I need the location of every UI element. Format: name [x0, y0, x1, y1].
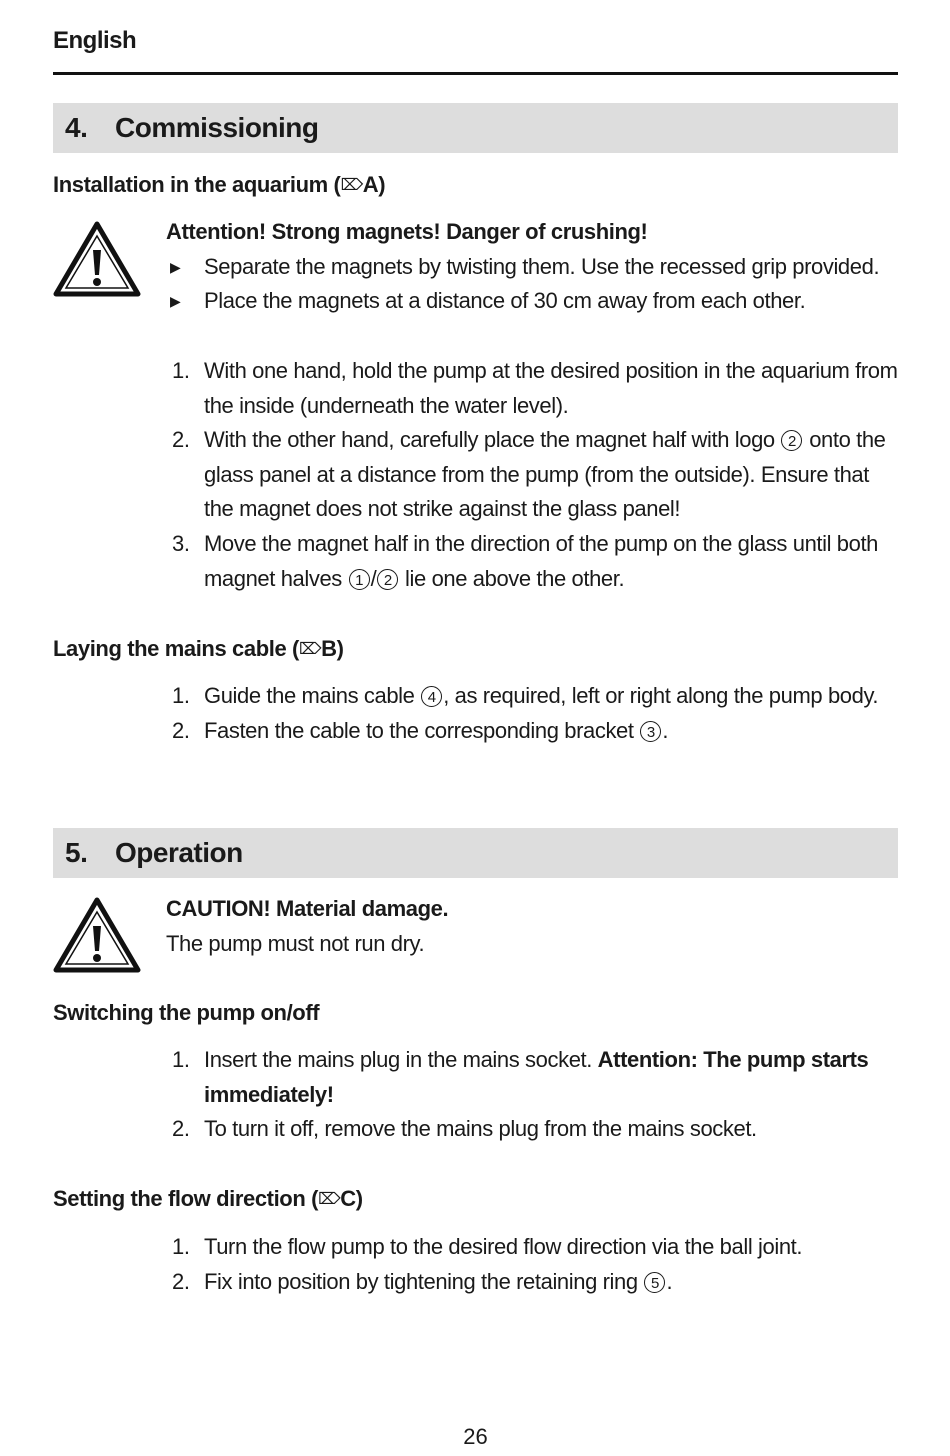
list-item — [166, 714, 901, 749]
step-text-part: , as required, left or right along the pump body. — [443, 683, 879, 708]
section-number: 4. — [65, 112, 88, 143]
step-text-part: Fix into position by tightening the retaining ring — [204, 1268, 644, 1294]
step-text — [204, 527, 901, 596]
step-number: 2. — [172, 1116, 190, 1142]
figure-letter: B — [321, 636, 337, 661]
heading-close: ) — [336, 636, 344, 661]
figure-ref-icon: ⌦ — [340, 177, 363, 194]
heading-close: ) — [355, 1186, 363, 1211]
switching-steps — [166, 1043, 901, 1147]
section-5-header — [53, 828, 898, 878]
callout-number: 2 — [377, 569, 398, 590]
page-number: 26 — [463, 1424, 488, 1449]
header-divider — [53, 72, 898, 75]
step-text: With one hand, hold the pump at the desired position in the aquarium from the inside (underneath the water level). — [204, 358, 898, 418]
step-text — [204, 1043, 901, 1112]
step-number: 1. — [172, 1047, 190, 1072]
step-text-part: Guide the mains cable — [204, 683, 421, 708]
callout-number: 2 — [781, 430, 802, 451]
warning-text: The pump must not run dry. — [166, 930, 425, 956]
magnet-warning — [166, 215, 901, 319]
material-damage-warning — [166, 892, 901, 961]
installation-heading — [53, 172, 385, 198]
flow-heading — [53, 1186, 363, 1212]
section-title: Commissioning — [115, 112, 319, 143]
heading-text: Setting the flow direction ( — [53, 1186, 319, 1211]
installation-steps — [166, 354, 901, 596]
manual-page — [53, 0, 898, 1456]
step-text-bold: Attention: The pump starts immediately! — [204, 1047, 869, 1107]
list-item — [166, 1112, 901, 1147]
step-text-part: . — [662, 717, 669, 743]
separator: / — [370, 565, 377, 591]
step-number: 3. — [172, 530, 190, 556]
switching-heading: Switching the pump on/off — [53, 1000, 320, 1025]
step-number: 1. — [172, 1234, 190, 1259]
callout-number: 1 — [349, 569, 370, 590]
bullet-arrow-icon: ▶ — [170, 258, 181, 275]
step-number: 2. — [172, 1268, 190, 1294]
step-number: 1. — [172, 358, 190, 383]
list-item — [166, 354, 901, 423]
warning-title: Attention! Strong magnets! Danger of crushing! — [166, 219, 648, 244]
list-item — [166, 1265, 901, 1300]
step-number: 2. — [172, 717, 190, 743]
step-text-part: . — [666, 1268, 673, 1294]
callout-number: 3 — [640, 721, 661, 742]
step-text — [204, 679, 901, 714]
figure-ref-icon: ⌦ — [318, 1191, 341, 1208]
step-text — [204, 714, 901, 749]
step-text — [204, 1265, 901, 1300]
list-item — [166, 679, 901, 714]
cable-steps — [166, 679, 901, 748]
step-text-part: With the other hand, carefully place the magnet half with logo — [204, 427, 781, 453]
step-text: To turn it off, remove the mains plug from the mains socket. — [204, 1116, 757, 1142]
step-text-part: Insert the mains plug in the mains socket. — [204, 1047, 598, 1072]
figure-letter: C — [340, 1186, 356, 1211]
warning-triangle-icon — [53, 896, 141, 974]
figure-letter: A — [362, 172, 379, 197]
section-4-header — [53, 103, 898, 153]
warning-bullet — [166, 284, 901, 319]
flow-steps — [166, 1230, 901, 1299]
step-number: 2. — [172, 427, 190, 453]
warning-title: CAUTION! Material damage. — [166, 896, 449, 921]
figure-ref-icon: ⌦ — [298, 641, 322, 658]
list-item — [166, 1230, 901, 1265]
step-text: Turn the flow pump to the desired flow direction via the ball joint. — [204, 1234, 803, 1259]
step-number: 1. — [172, 683, 190, 708]
step-text-part: Fasten the cable to the corresponding bracket — [204, 717, 640, 743]
bullet-text: Place the magnets at a distance of 30 cm away from each other. — [204, 288, 806, 314]
step-text-part: onto the glass panel at a distance from the pump (from the outside). Ensure that the magnet does not strike against the glass panel! — [204, 427, 886, 522]
heading-text: Laying the mains cable ( — [53, 636, 299, 661]
cable-heading — [53, 636, 344, 662]
section-title: Operation — [115, 837, 243, 868]
list-item — [166, 1043, 901, 1112]
list-item — [166, 423, 901, 527]
heading-text: Installation in the aquarium ( — [53, 172, 341, 197]
callout-number: 5 — [644, 1272, 665, 1293]
language-label: English — [53, 27, 137, 54]
list-item — [166, 527, 901, 596]
step-text-part: Move the magnet half in the direction of the pump on the glass until both magnet halves — [204, 530, 879, 591]
callout-number: 4 — [421, 686, 442, 707]
warning-bullet — [166, 250, 901, 285]
bullet-text: Separate the magnets by twisting them. Use the recessed grip provided. — [204, 253, 880, 279]
step-text-part: lie one above the other. — [399, 565, 625, 591]
warning-triangle-icon — [53, 220, 141, 298]
heading-close: ) — [378, 172, 386, 197]
section-number: 5. — [65, 837, 88, 868]
step-text — [204, 423, 901, 527]
bullet-arrow-icon: ▶ — [170, 293, 181, 310]
